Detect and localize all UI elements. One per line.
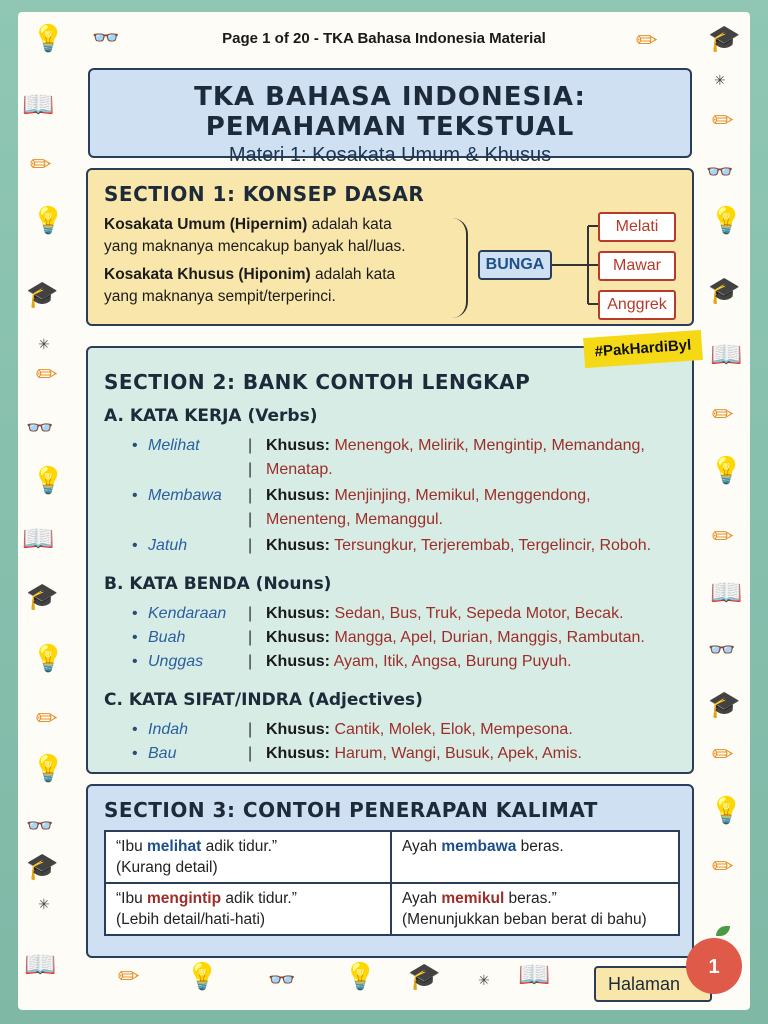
example-sentences-table (104, 830, 680, 936)
hashtag-label: #PakHardiByl (583, 330, 703, 368)
general-word: Jatuh (148, 537, 188, 554)
term-khusus: Kosakata Khusus (Hiponim) (104, 266, 311, 283)
category-kata-benda (104, 574, 331, 594)
footer-label: Halaman (608, 974, 681, 994)
keyword-specific: memikul (441, 890, 505, 907)
section1-heading: SECTION 1: KONSEP DASAR (104, 182, 425, 206)
page-title: TKA BAHASA INDONESIA: PEMAHAMAN TEKSTUAL (194, 82, 586, 142)
definition-khusus-text2: yang maknanya sempit/terperinci. (104, 288, 336, 305)
specific-words: Tersungkur, Terjerembab, Tergelincir, Roboh. (334, 537, 652, 554)
graduation-cap-icon: 🎓 (26, 852, 59, 882)
graduation-cap-icon: 🎓 (408, 962, 441, 992)
section2-heading: SECTION 2: BANK CONTOH LENGKAP (104, 370, 531, 394)
hyponym-box: Mawar (598, 251, 676, 281)
bullet-icon: • (132, 537, 138, 554)
specific-words: Menjinjing, Memikul, Menggendong, (334, 487, 591, 504)
hyponym-box: Anggrek (598, 290, 676, 320)
sentence-text: beras.” (504, 890, 557, 907)
divider: | (248, 437, 253, 454)
glasses-icon: 👓 (268, 968, 296, 993)
lightbulb-icon: 💡 (32, 644, 65, 674)
category-subtitle: (Adjectives) (302, 690, 423, 710)
graduation-cap-icon: 🎓 (708, 24, 741, 54)
sentence-text: “Ibu (116, 838, 148, 855)
glasses-icon: 👓 (26, 814, 54, 839)
definition-khusus-text1: adalah kata (310, 266, 396, 283)
general-word: Bau (148, 745, 177, 762)
worksheet-page (18, 12, 750, 1010)
keyword-general: membawa (441, 838, 517, 855)
sentence-note: (Menunjukkan beban berat di bahu) (402, 911, 647, 928)
lightbulb-icon: 💡 (710, 206, 743, 236)
specific-words: Sedan, Bus, Truk, Sepeda Motor, Becak. (334, 605, 624, 622)
bullet-icon: • (132, 487, 138, 504)
book-icon: 📖 (22, 524, 55, 554)
specific-words-cont: Menenteng, Memanggul. (266, 511, 443, 528)
section-konsep-dasar (86, 168, 694, 326)
sentence-text: adik tidur.” (221, 890, 297, 907)
lightbulb-icon: 💡 (710, 796, 743, 826)
keyword-specific: mengintip (147, 890, 222, 907)
khusus-label: Khusus: (266, 745, 330, 762)
pencil-icon: ✏ (636, 26, 658, 56)
sentence-text: beras. (516, 838, 564, 855)
table-cell (105, 883, 391, 935)
book-icon: 📖 (24, 950, 57, 980)
category-title: C. KATA SIFAT/INDRA (104, 690, 302, 710)
section-contoh-kalimat (86, 784, 694, 958)
bullet-icon: • (132, 721, 138, 738)
khusus-label: Khusus: (266, 721, 330, 738)
bullet-icon: • (132, 629, 138, 646)
lightbulb-icon: 💡 (32, 206, 65, 236)
bullet-icon: • (132, 437, 138, 454)
khusus-label: Khusus: (266, 487, 330, 504)
star-icon: ✳ (38, 337, 50, 353)
book-icon: 📖 (710, 578, 743, 608)
book-icon: 📖 (710, 340, 743, 370)
khusus-label: Khusus: (266, 537, 330, 554)
sentence-text: adik tidur.” (201, 838, 278, 855)
book-icon: 📖 (518, 960, 551, 990)
term-umum: Kosakata Umum (Hipernim) (104, 216, 308, 233)
divider: | (248, 605, 253, 622)
divider: | (248, 487, 253, 504)
specific-words-cont: Menatap. (266, 461, 333, 478)
star-icon: ✳ (38, 897, 50, 913)
pencil-icon: ✏ (712, 400, 734, 430)
section-bank-contoh (86, 346, 694, 774)
khusus-label: Khusus: (266, 605, 330, 622)
lightbulb-icon: 💡 (186, 962, 219, 992)
specific-words: Ayam, Itik, Angsa, Burung Puyuh. (333, 653, 572, 670)
divider: | (248, 461, 253, 478)
glasses-icon: 👓 (92, 26, 120, 51)
sentence-text: “Ibu (116, 890, 148, 907)
specific-words: Mangga, Apel, Durian, Manggis, Rambutan. (334, 629, 645, 646)
pencil-icon: ✏ (712, 522, 734, 552)
divider: | (248, 629, 253, 646)
title-box (88, 68, 692, 166)
general-word: Buah (148, 629, 186, 646)
pencil-icon: ✏ (36, 704, 58, 734)
sentence-text: Ayah (402, 890, 442, 907)
graduation-cap-icon: 🎓 (708, 276, 741, 306)
table-row (105, 883, 679, 935)
star-icon: ✳ (714, 73, 726, 89)
bullet-icon: • (132, 605, 138, 622)
glasses-icon: 👓 (708, 638, 736, 663)
section3-heading: SECTION 3: CONTOH PENERAPAN KALIMAT (104, 798, 598, 822)
pencil-icon: ✏ (36, 360, 58, 390)
divider: | (248, 537, 253, 554)
khusus-label: Khusus: (266, 629, 330, 646)
general-word: Melihat (148, 437, 200, 454)
definition-umum-text2: yang maknanya mencakup banyak hal/luas. (104, 238, 406, 255)
graduation-cap-icon: 🎓 (26, 582, 59, 612)
star-icon: ✳ (478, 973, 490, 989)
divider: | (248, 721, 253, 738)
bullet-icon: • (132, 745, 138, 762)
general-word: Membawa (148, 487, 222, 504)
glasses-icon: 👓 (706, 160, 734, 185)
hyponym-box: Melati (598, 212, 676, 242)
category-title: B. KATA BENDA (104, 574, 250, 594)
sentence-note: (Kurang detail) (116, 859, 218, 876)
pencil-icon: ✏ (712, 106, 734, 136)
lightbulb-icon: 💡 (32, 466, 65, 496)
table-cell (391, 831, 679, 883)
category-subtitle: (Verbs) (241, 406, 318, 426)
khusus-label: Khusus: (266, 437, 330, 454)
apple-icon (686, 938, 742, 994)
page-number: 1 (708, 956, 720, 978)
table-cell (391, 883, 679, 935)
category-kata-kerja (104, 406, 317, 426)
sentence-text: Ayah (402, 838, 442, 855)
pencil-icon: ✏ (30, 150, 52, 180)
pencil-icon: ✏ (712, 740, 734, 770)
glasses-icon: 👓 (26, 416, 54, 441)
lightbulb-icon: 💡 (32, 754, 65, 784)
bullet-icon: • (132, 653, 138, 670)
general-word: Unggas (148, 653, 204, 670)
keyword-general: melihat (147, 838, 202, 855)
graduation-cap-icon: 🎓 (26, 280, 59, 310)
sentence-note: (Lebih detail/hati-hati) (116, 911, 266, 928)
page-subtitle: Materi 1: Kosakata Umum & Khusus (228, 144, 552, 166)
category-subtitle: (Nouns) (249, 574, 332, 594)
lightbulb-icon: 💡 (710, 456, 743, 486)
graduation-cap-icon: 🎓 (708, 690, 741, 720)
lightbulb-icon: 💡 (32, 24, 65, 54)
specific-words: Harum, Wangi, Busuk, Apek, Amis. (334, 745, 582, 762)
khusus-label: Khusus: (266, 653, 330, 670)
divider: | (248, 511, 253, 528)
page-header: Page 1 of 20 - TKA Bahasa Indonesia Material (222, 30, 546, 47)
specific-words: Menengok, Melirik, Mengintip, Memandang, (334, 437, 645, 454)
lightbulb-icon: 💡 (344, 962, 377, 992)
table-row (105, 831, 679, 883)
pencil-icon: ✏ (712, 852, 734, 882)
pencil-icon: ✏ (118, 962, 140, 992)
table-cell (105, 831, 391, 883)
book-icon: 📖 (22, 90, 55, 120)
divider: | (248, 745, 253, 762)
general-word: Indah (148, 721, 189, 738)
hypernym-box: BUNGA (478, 250, 552, 280)
category-title: A. KATA KERJA (104, 406, 242, 426)
divider: | (248, 653, 253, 670)
specific-words: Cantik, Molek, Elok, Mempesona. (334, 721, 573, 738)
category-kata-sifat (104, 690, 423, 710)
general-word: Kendaraan (148, 605, 227, 622)
definition-umum-text1: adalah kata (307, 216, 392, 233)
